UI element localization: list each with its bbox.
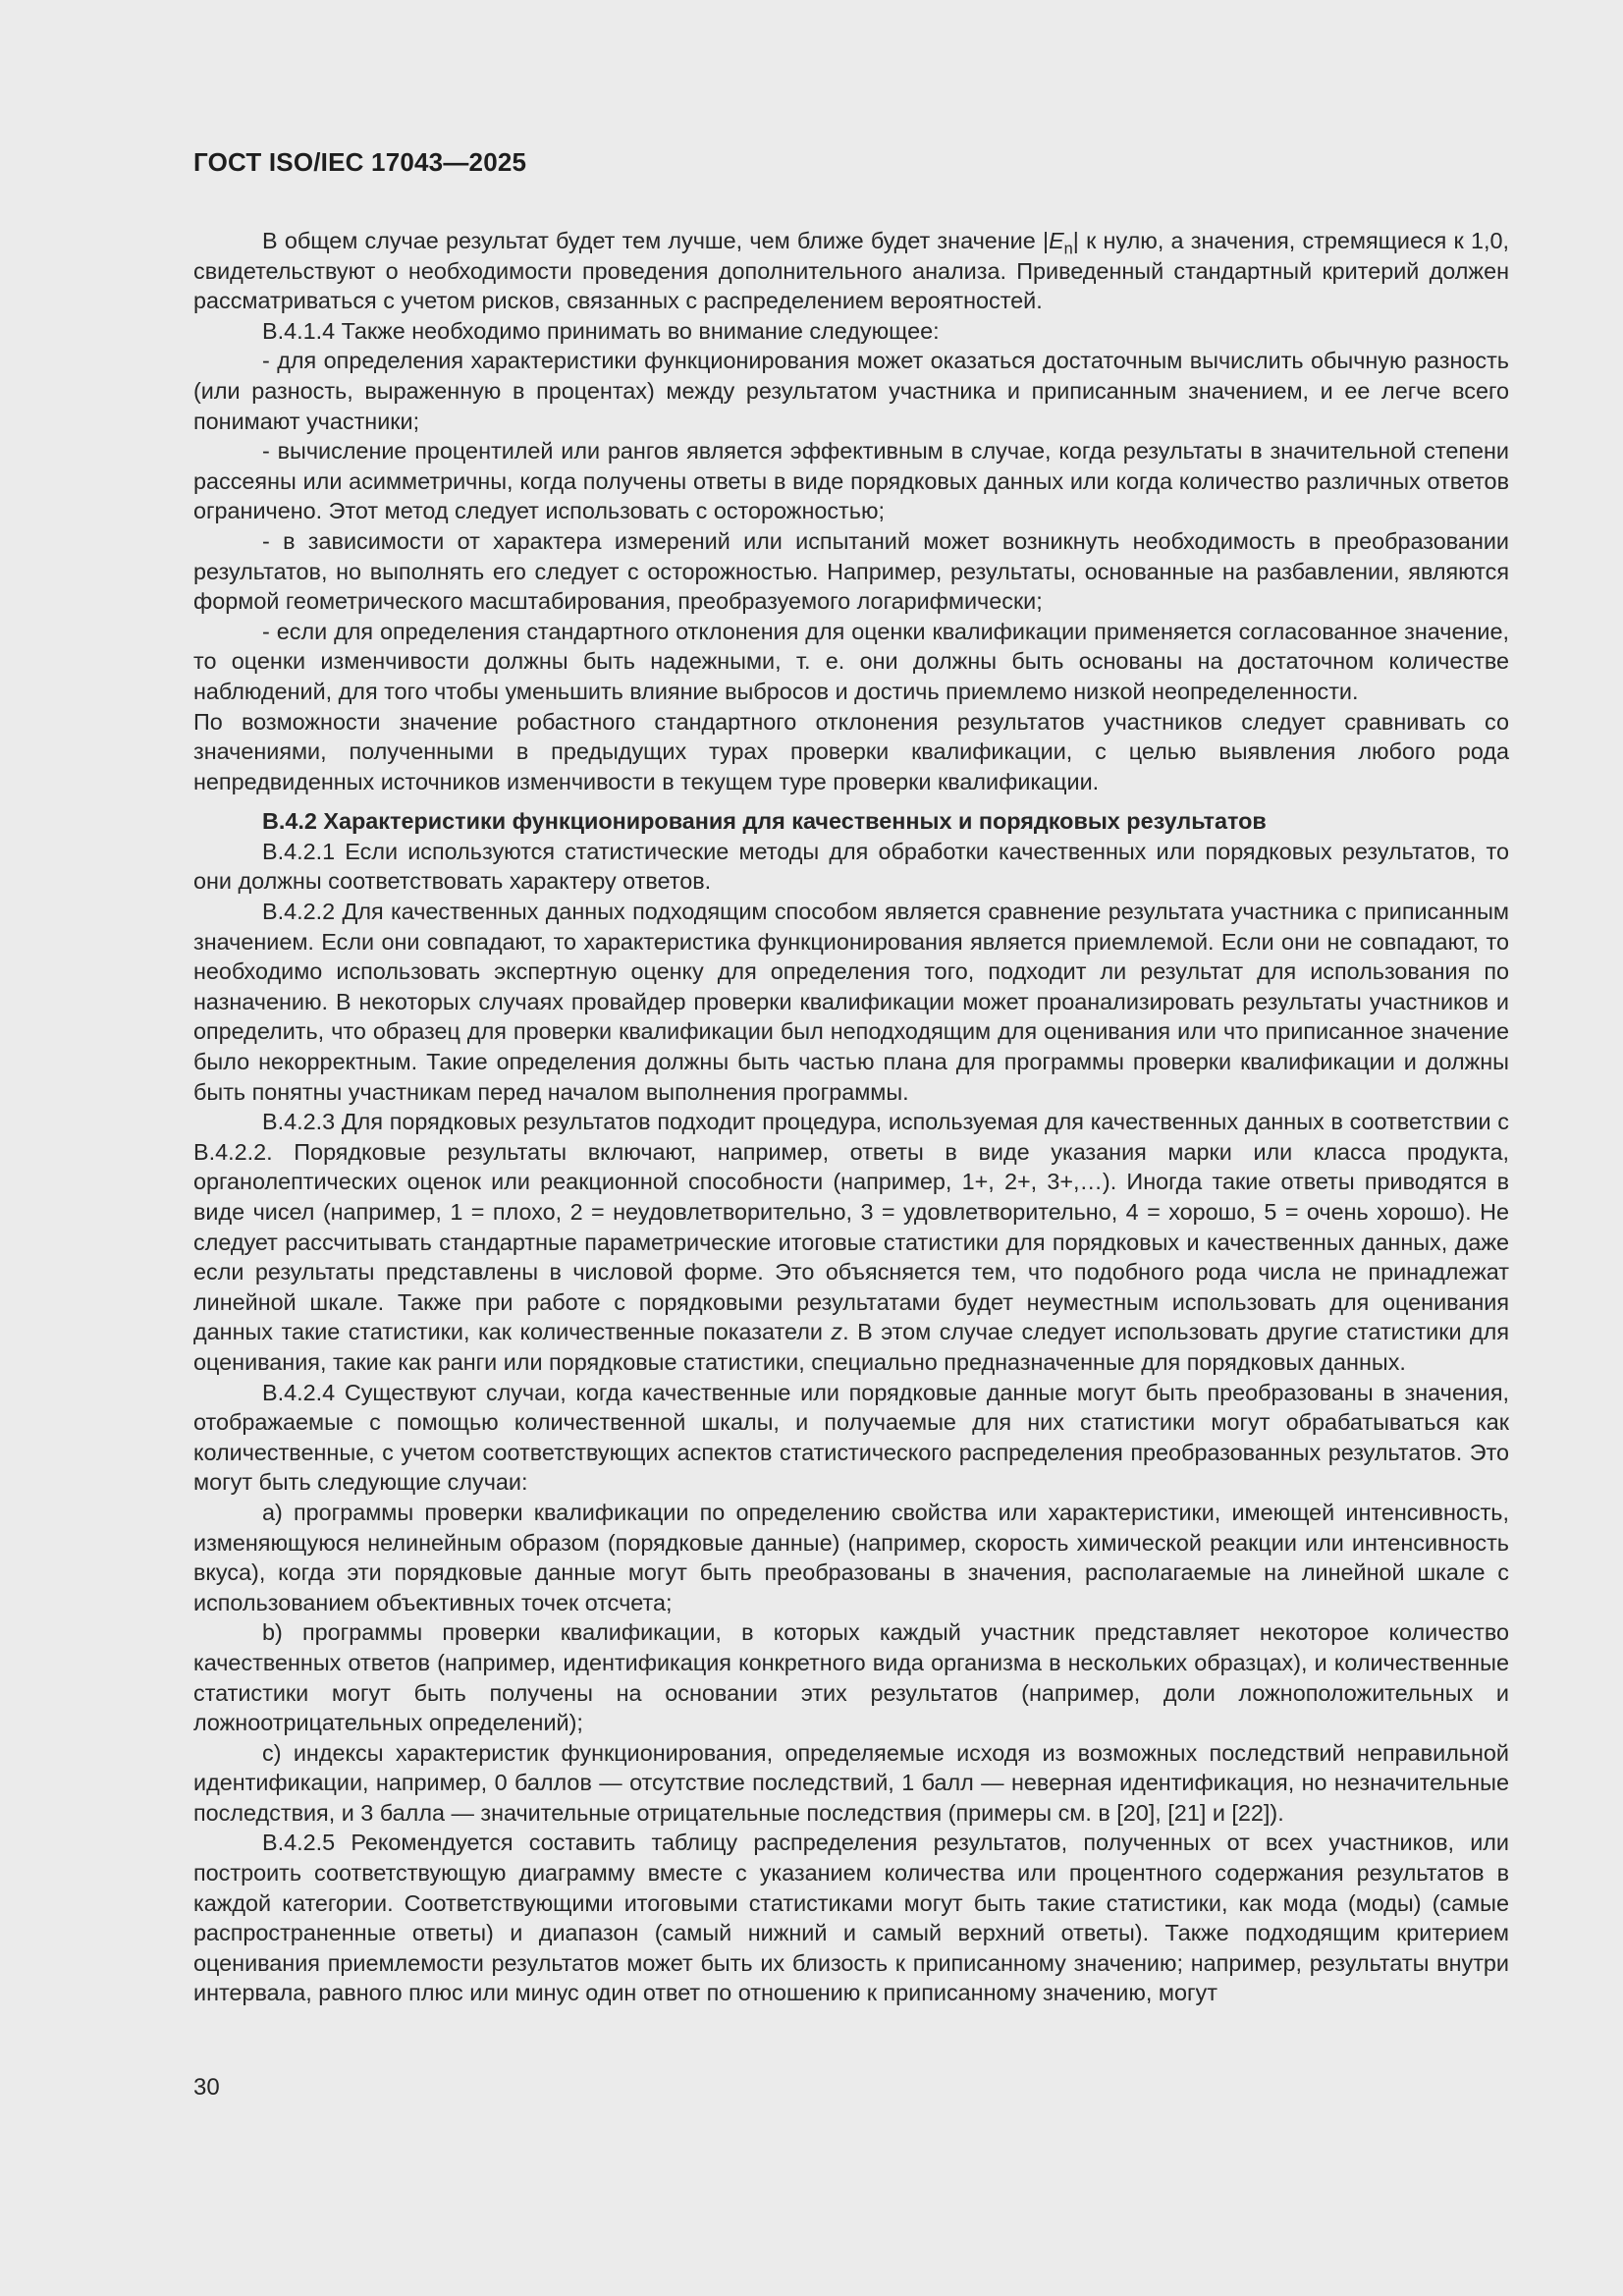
- paragraph-b4-2-4: В.4.2.4 Существуют случаи, когда качественные или порядковые данные могут быть преобразованы в значения, отображаемые с помощью количественной шкалы, и получаемые для них статистики могут обрабатываться как количественные, с учетом соответствующих аспектов статистического распределения преобразованных результатов. Это могут быть следующие случаи:: [193, 1379, 1509, 1496]
- list-item-b: b) программы проверки квалификации, в которых каждый участник представляет некоторое количество качественных ответов (например, идентификация конкретного вида организма в нескольких образцах), и количественные статистики могут быть получены на основании этих результатов (например, доли ложноположительных и ложноотрицательных определений);: [193, 1619, 1509, 1736]
- paragraph-b4-2-5: В.4.2.5 Рекомендуется составить таблицу распределения результатов, полученных от всех участников, или построить соответствующую диаграмму вместе с указанием количества или процентного содержания результатов в каждой категории. Соответствующими итоговыми статистиками могут быть такие статистики, как мода (моды) (самые распространенные ответы) и диапазон (самый нижний и самый верхний ответы). Также подходящим критерием оценивания приемлемости результатов может быть их близость к приписанному значению; например, результаты внутри интервала, равного плюс или минус один ответ по отношению к приписанному значению, могут: [193, 1830, 1509, 2006]
- paragraph-robust-sd: По возможности значение робастного стандартного отклонения результатов участников следует сравнивать со значениями, полученными в предыдущих турах проверки квалификации, с целью выявления любого рода непредвиденных источников изменчивости в текущем туре проверки квалификации.: [193, 708, 1509, 794]
- page-number: 30: [193, 2074, 220, 2101]
- paragraph-b4-2-3: В.4.2.3 Для порядковых результатов подходит процедура, используемая для качественных данных в соответствии с В.4.2.2. Порядковые результаты включают, например, ответы в виде указания марки или класса продукта, органолептических оценок или реакционной способности (например, 1+, 2+, 3+,…). Иногда такие ответы приводятся в виде чисел (например, 1 = плохо, 2 = неудовлетворительно, 3 = удовлетворительно, 4 = хорошо, 5 = очень хорошо). Не следует рассчитывать стандартные параметрические итоговые статистики для порядковых и качественных данных, даже если результаты представлены в числовой форме. Это объясняется тем, что подобного рода числа не принадлежат линейной шкале. Также при работе с порядковыми результатами будет неуместным использовать для оценивания данных такие статистики, как количественные показатели z. В этом случае следует использовать другие статистики для оценивания, такие как ранги или порядковые статистики, специально предназначенные для порядковых данных.: [193, 1109, 1509, 1375]
- en-symbol: E: [1049, 228, 1064, 253]
- list-item-transformation: - в зависимости от характера измерений или испытаний может возникнуть необходимость в преобразовании результатов, но выполнять его следует с осторожностью. Например, результаты, основанные на разбавлении, являются формой геометрического масштабирования, преобразуемого логарифмически;: [193, 527, 1509, 615]
- list-item-difference: - для определения характеристики функционирования может оказаться достаточным вычислить обычную разность (или разность, выраженную в процентах) между результатом участника и приписанным значением, и ее легче всего понимают участники;: [193, 348, 1509, 434]
- list-item-percentiles: - вычисление процентилей или рангов является эффективным в случае, когда результаты в значительной степени рассеяны или асимметричны, когда получены ответы в виде порядковых данных или когда количество различных ответов ограничено. Этот метод следует использовать с осторожностью;: [193, 438, 1509, 524]
- paragraph-b4-2-1: В.4.2.1 Если используются статистические методы для обработки качественных или порядковых результатов, то они должны соответствовать характеру ответов.: [193, 838, 1509, 895]
- document-header: ГОСТ ISO/IEC 17043—2025: [193, 147, 527, 177]
- section-heading-b4-2: В.4.2 Характеристики функционирования для качественных и порядковых результатов: [262, 808, 1267, 835]
- list-item-consensus: - если для определения стандартного отклонения для оценки квалификации применяется согласованное значение, то оценки изменчивости должны быть надежными, т. е. они должны быть основаны на достаточном количестве наблюдений, для того чтобы уменьшить влияние выбросов и достичь приемлемо низкой неопределенности.: [193, 618, 1509, 704]
- paragraph-b4-1-4: В.4.1.4 Также необходимо принимать во внимание следующее:: [262, 317, 940, 344]
- list-item-a: а) программы проверки квалификации по определению свойства или характеристики, имеющей интенсивность, изменяющуюся нелинейным образом (порядковые данные) (например, скорость химической реакции или интенсивность вкуса), когда эти порядковые данные могут быть преобразованы в значения, располагаемые на линейной шкале с использованием объективных точек отсчета;: [193, 1499, 1509, 1615]
- list-item-c: с) индексы характеристик функционирования, определяемые исходя из возможных последствий неправильной идентификации, например, 0 баллов — отсутствие последствий, 1 балл — неверная идентификация, но незначительные последствия, и 3 балла — значительные отрицательные последствия (примеры см. в [20], [21] и [22]).: [193, 1739, 1509, 1826]
- paragraph-b4-2-2: В.4.2.2 Для качественных данных подходящим способом является сравнение результата участника с приписанным значением. Если они совпадают, то характеристика функционирования является приемлемой. Если они не совпадают, то необходимо использовать экспертную оценку для определения того, подходит ли результат для использования по назначению. В некоторых случаях провайдер проверки квалификации может проанализировать результаты участников и определить, что образец для проверки квалификации был неподходящим для оценивания или что приписанное значение было некорректным. Такие определения должны быть частью плана для программы проверки квалификации и должны быть понятны участникам перед началом выполнения программы.: [193, 899, 1509, 1105]
- document-body: [193, 226, 1509, 2008]
- paragraph-en-criterion: В общем случае результат будет тем лучше, чем ближе будет значение $|E_n|$ к нулю, а значения, стремящиеся к 1,0, свидетельствуют о необходимости проведения дополнительного анализа. Приведенный стандартный критерий должен рассматриваться с учетом рисков, связанных с распределением вероятностей.: [193, 228, 1509, 314]
